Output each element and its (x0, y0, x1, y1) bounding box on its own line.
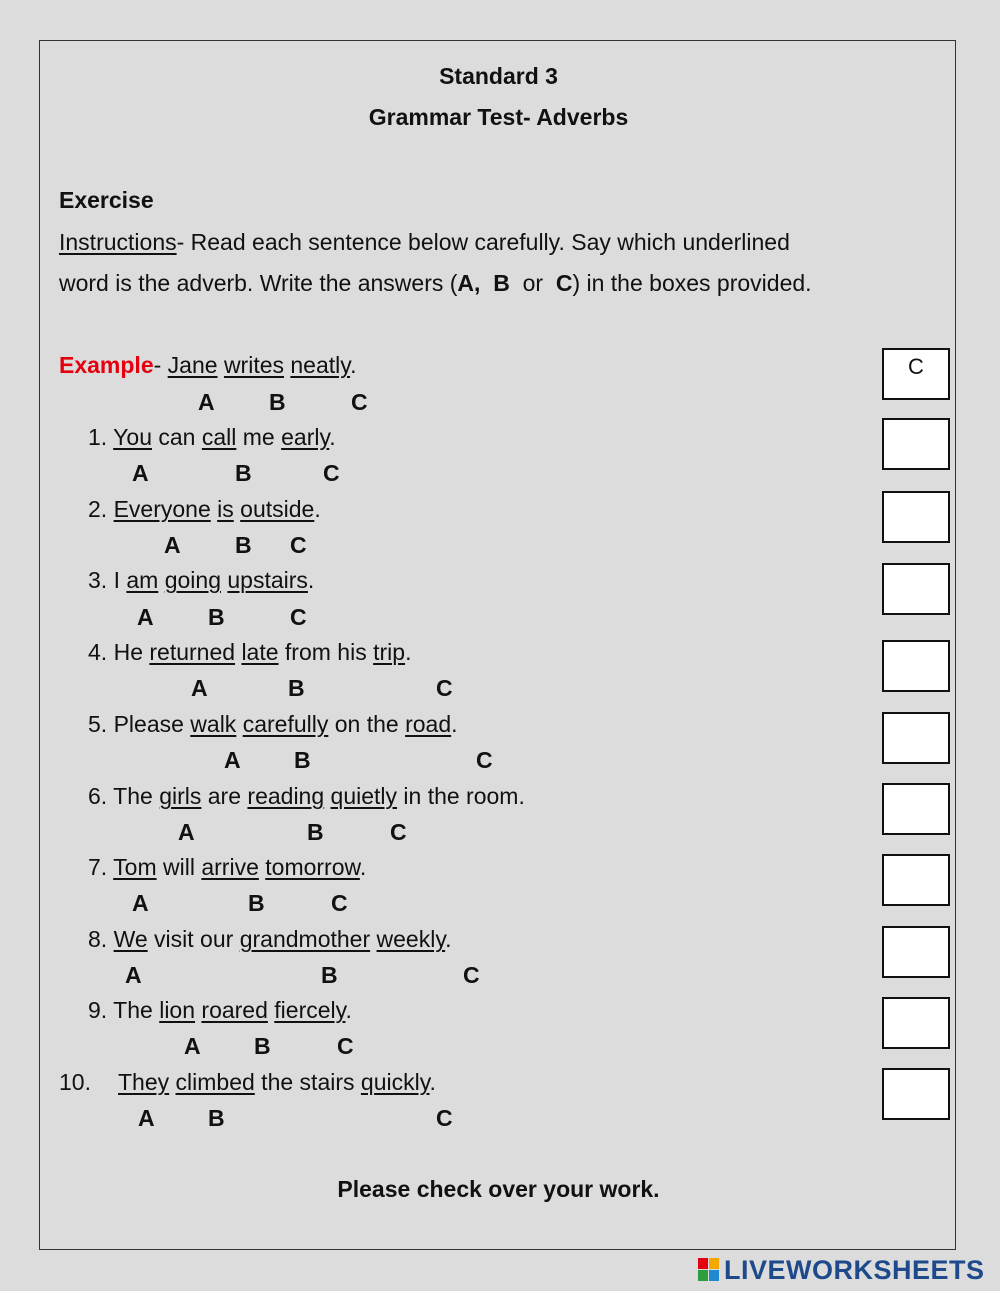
question-4: 4. He returned late from his trip. (88, 639, 412, 665)
footer-note: Please check over your work. (337, 1176, 660, 1202)
answer-box-3[interactable] (882, 563, 950, 615)
question-5: 5. Please walk carefully on the road. (88, 711, 458, 737)
answer-box-8[interactable] (882, 926, 950, 978)
question-10: 10. (59, 1069, 91, 1095)
test-title: Grammar Test- Adverbs (368, 104, 629, 130)
brand-wordmark: LIVEWORKSHEETS (724, 1255, 985, 1285)
answer-box-9[interactable] (882, 997, 950, 1049)
instructions-line-2: word is the adverb. Write the answers (A, B or C) in the boxes provided. (59, 270, 812, 296)
grade-title: Standard 3 (439, 63, 558, 89)
answer-box-1[interactable] (882, 418, 950, 470)
instructions-line-1: Instructions- Read each sentence below carefully. Say which underlined (59, 229, 790, 255)
question-8: 8. We visit our grandmother weekly. (88, 926, 452, 952)
answer-box-4[interactable] (882, 640, 950, 692)
worksheet: Standard 3 Grammar Test- Adverbs Exercise Instructions- Read each sentence below carefully. Say which underlined word is the adverb. Write the answers (A, B or C) in the boxes provided. Example- Jane writes neatly. C A B C 1. You can call me early. A B C 2. Everyone is outside. A B C 3. I am going upstairs. A B C 4. He returned late from his trip. A B C 5. Please walk carefully on the road. A B C 6. The girls are reading quietly in the room. A B C 7. Tom will arrive tomorrow. A B C 8. We visit our grandmother weekly. A B C 9. The lion roared fiercely. A B C 10. They climbed the stairs quickly. A B C Please check over your work. (39, 40, 956, 1250)
answer-box-5[interactable] (882, 712, 950, 764)
liveworksheets-logo-icon (698, 1258, 720, 1282)
exercise-heading: Exercise (59, 187, 154, 213)
example-label: Example (59, 352, 154, 378)
question-2: 2. Everyone is outside. (88, 496, 321, 522)
answer-box-6[interactable] (882, 783, 950, 835)
answer-box-2[interactable] (882, 491, 950, 543)
question-1: 1. You can call me early. (88, 424, 336, 450)
question-6: 6. The girls are reading quietly in the room. (88, 783, 525, 809)
instructions-label: Instructions (59, 229, 177, 255)
question-3: 3. I am going upstairs. (88, 567, 315, 593)
question-10-sentence: They climbed the stairs quickly. (118, 1069, 436, 1095)
question-7: 7. Tom will arrive tomorrow. (88, 854, 367, 880)
example-answer-box: C (882, 348, 950, 400)
question-9: 9. The lion roared fiercely. (88, 997, 352, 1023)
answer-box-7[interactable] (882, 854, 950, 906)
example-sentence: Example- Jane writes neatly. (59, 352, 357, 378)
answer-box-10[interactable] (882, 1068, 950, 1120)
